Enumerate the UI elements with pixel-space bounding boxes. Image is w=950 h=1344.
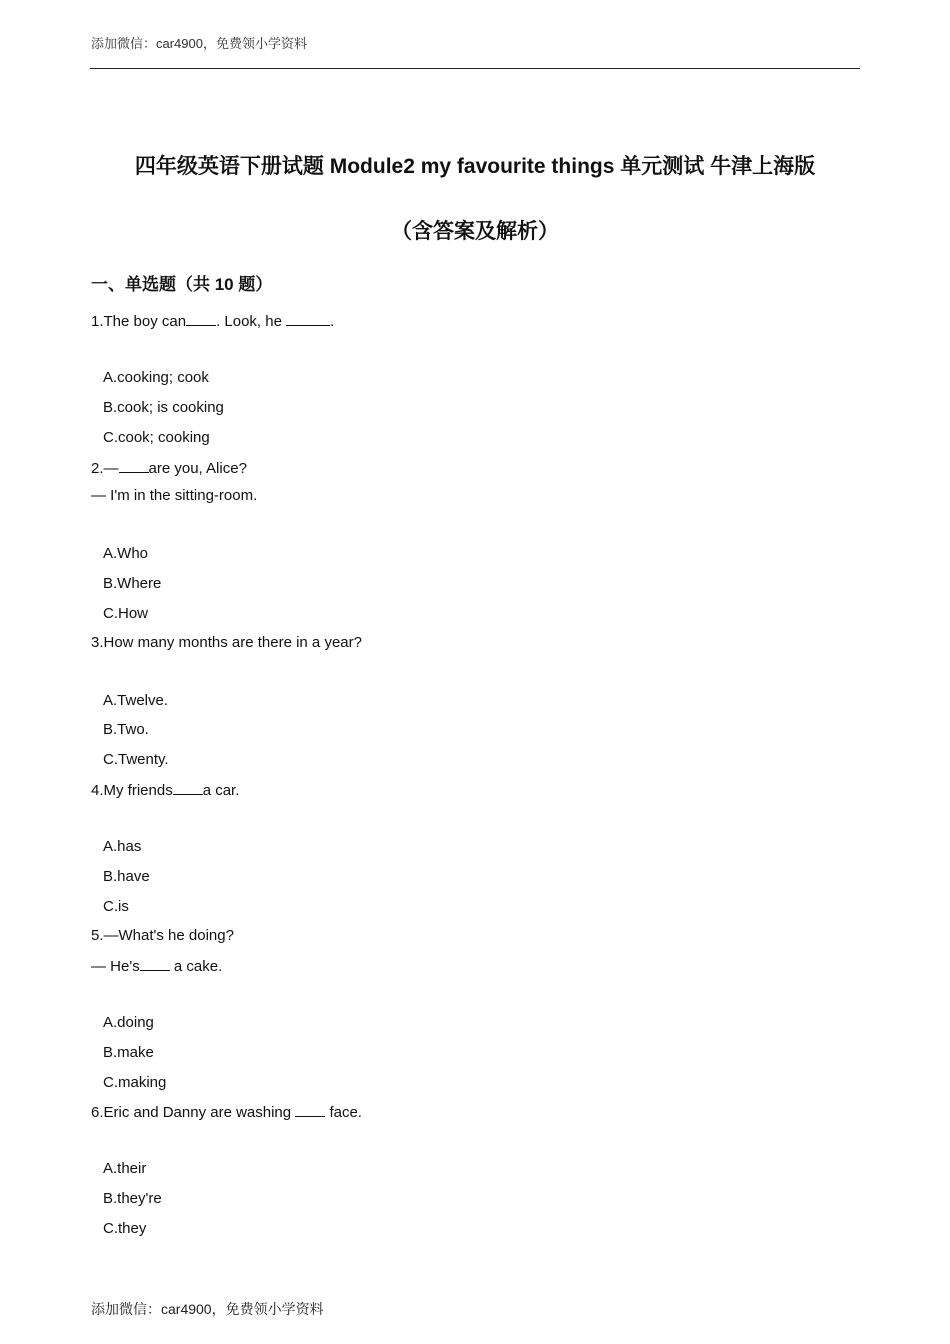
question-6-option-a: A.their bbox=[103, 1160, 147, 1177]
question-5-option-c: C.making bbox=[103, 1074, 167, 1091]
header-text: 添加微信：car4900，免费领小学资料 bbox=[91, 36, 307, 51]
question-4-option-a: A.has bbox=[103, 838, 142, 855]
question-3-option-b: B.Two. bbox=[103, 721, 149, 738]
question-4-option-c: C.is bbox=[103, 898, 129, 915]
question-3-option-c: C.Twenty. bbox=[103, 751, 169, 768]
question-5-reply: — He's a cake. bbox=[91, 958, 223, 975]
question-6-option-c: C.they bbox=[103, 1220, 147, 1237]
question-2-reply: — I'm in the sitting-room. bbox=[91, 487, 258, 504]
header-divider bbox=[90, 68, 860, 69]
question-1-option-b: B.cook; is cooking bbox=[103, 399, 224, 416]
answer-blank bbox=[186, 311, 216, 326]
section-heading: 一、单选题（共 10 题） bbox=[91, 275, 273, 294]
question-2-option-c: C.How bbox=[103, 605, 149, 622]
question-2-stem: 2.— are you, Alice? bbox=[91, 460, 247, 477]
answer-blank bbox=[119, 458, 149, 473]
question-3-stem: 3.How many months are there in a year? bbox=[91, 634, 362, 651]
document-title: 四年级英语下册试题 Module2 my favourite things 单元测试 牛津上海版 bbox=[134, 155, 816, 178]
answer-blank bbox=[140, 956, 170, 971]
question-5-option-a: A.doing bbox=[103, 1014, 154, 1031]
question-4-stem: 4.My friends a car. bbox=[91, 782, 240, 799]
document-subtitle: （含答案及解析） bbox=[391, 220, 559, 243]
answer-blank bbox=[286, 311, 330, 326]
question-1-option-a: A.cooking; cook bbox=[103, 369, 209, 386]
question-5-stem: 5.—What's he doing? bbox=[91, 927, 234, 944]
answer-blank bbox=[295, 1102, 325, 1117]
question-6-option-b: B.they're bbox=[103, 1190, 162, 1207]
footer-text: 添加微信：car4900，免费领小学资料 bbox=[91, 1301, 324, 1317]
answer-blank bbox=[173, 780, 203, 795]
question-4-option-b: B.have bbox=[103, 868, 150, 885]
question-1-option-c: C.cook; cooking bbox=[103, 429, 210, 446]
question-5-option-b: B.make bbox=[103, 1044, 154, 1061]
question-2-option-b: B.Where bbox=[103, 575, 162, 592]
question-2-option-a: A.Who bbox=[103, 545, 149, 562]
question-3-option-a: A.Twelve. bbox=[103, 692, 169, 709]
question-6-stem: 6.Eric and Danny are washing face. bbox=[91, 1104, 362, 1121]
question-1-stem: 1.The boy can . Look, he . bbox=[91, 313, 335, 330]
